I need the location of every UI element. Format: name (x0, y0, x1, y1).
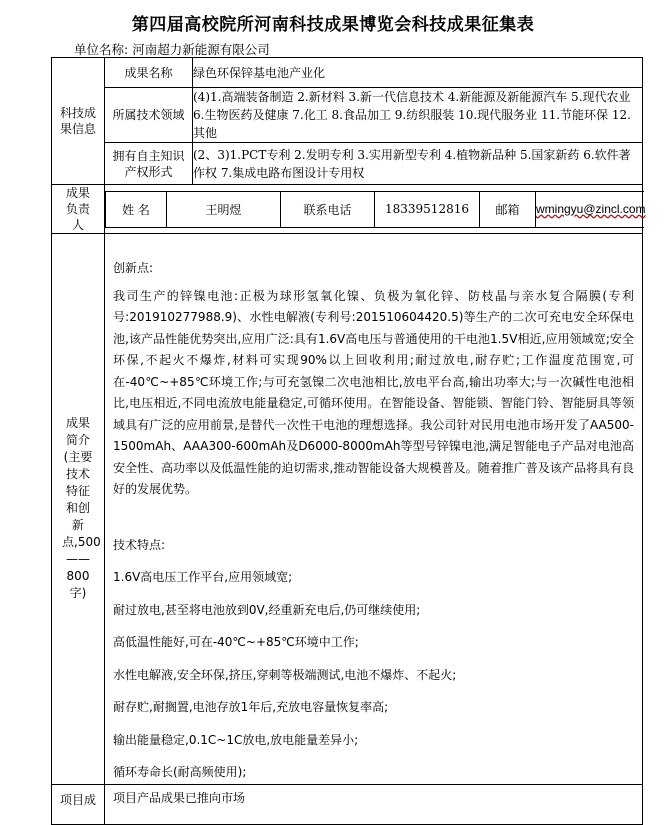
form-table (51, 57, 646, 825)
email-label: 邮箱 (480, 191, 536, 227)
features-heading: 技术特点: (113, 537, 166, 552)
info-section-label: 科技成果信息 (52, 58, 105, 185)
person-section-label: 成果负责人 (52, 185, 105, 234)
feature-item: 1.6V高电压工作平台,应用领域宽; (113, 570, 293, 584)
feature-item: 耐存贮,耐搁置,电池存放1年后,充放电容量恢复率高; (113, 700, 389, 714)
innovation-heading: 创新点: (113, 261, 154, 275)
contact-table (105, 191, 644, 228)
feature-item: 高低温性能好,可在-40℃~+85℃环境中工作; (113, 635, 359, 649)
unit-label: 单位名称: (74, 42, 129, 57)
unit-row (74, 40, 270, 58)
achievement-name-value: 绿色环保锌基电池产业化 (193, 58, 643, 88)
person-name-value: 王明煜 (167, 191, 281, 227)
ip-form-value: (2、3)1.PCT专利 2.发明专利 3.实用新型专利 4.植物新品种 5.国家新药 6.软件著作权 7.集成电路布图设计专用权 (193, 143, 643, 185)
feature-item: 水性电解液,安全环保,挤压,穿刺等极端测试,电池不爆炸、不起火; (113, 667, 457, 682)
tech-field-value: (4)1.高端装备制造 2.新材料 3.新一代信息技术 4.新能源及新能源汽车 5.现代农业 6.生物医药及健康 7.化工 8.食品加工 9.纺织服装 10.现代服务业 11.节能环保 12.其他 (193, 88, 643, 143)
innovation-body: 我司生产的锌镍电池:正极为球形氢氧化镍、负极为氧化锌、防枝晶与亲水复合隔膜(专利号:201910277988.9)、水性电解液(专利号:201510604420.5)等生产的二次可充电安全环保电池,该产品性能优势突出,应用广泛:具有1.6V高电压与普通使用的干电池1.5V相近,应用领域宽;安全环保,不起火不爆炸,材料可实现90%以上回收利用;耐过放电,耐存贮;工作温度范围宽,可在-40℃~+85℃环境工作;与可充氢镍二次电池相比,放电平台高,输出功率大;与一次碱性电池相比,电压相近,不同电流放电能量稳定,可循环使用。在智能设备、智能锁、智能门铃、智能厨具等领域具有广泛的应用前景,是替代一次性干电池的理想选择。我公司针对民用电池市场开发了AA500-1500mAh、AAA300-600mAh及D6000-8000mAh等型号锌镍电池,满足智能电子产品对电池高安全性、高功率以及低温性能的迫切需求,推动智能设备大规模普及。随着推广普及该产品将具有良好的发展优势。 (113, 288, 634, 496)
tech-field-label: 所属技术领域 (105, 88, 193, 143)
achievement-name-label: 成果名称 (105, 58, 193, 88)
contact-row (105, 185, 646, 234)
ip-form-label: 拥有自主知识产权形式 (105, 143, 193, 185)
feature-item: 循环寿命长(耐高频使用); (113, 765, 247, 779)
feature-item: 输出能量稳定,0.1C~1C放电,放电能量差异小; (113, 732, 359, 747)
page-title: 第四届高校院所河南科技成果博览会科技成果征集表 (131, 15, 535, 35)
stage-section-label: 项目成 (52, 784, 105, 824)
unit-value: 河南超力新能源有限公司 (132, 42, 270, 57)
summary-section-label: 成果简介(主要技术特征和创新点,500——800字) (52, 234, 105, 785)
phone-value: 18339512816 (375, 191, 480, 227)
summary-content (105, 234, 643, 785)
feature-item: 耐过放电,甚至将电池放到0V,经重新充电后,仍可继续使用; (113, 602, 421, 617)
email-link[interactable]: wmingyu@zincl.com (536, 202, 646, 216)
phone-label: 联系电话 (281, 191, 375, 227)
person-name-label: 姓 名 (106, 191, 167, 227)
stage-value: 项目产品成果已推向市场 (105, 784, 643, 824)
email-value[interactable] (536, 191, 644, 227)
